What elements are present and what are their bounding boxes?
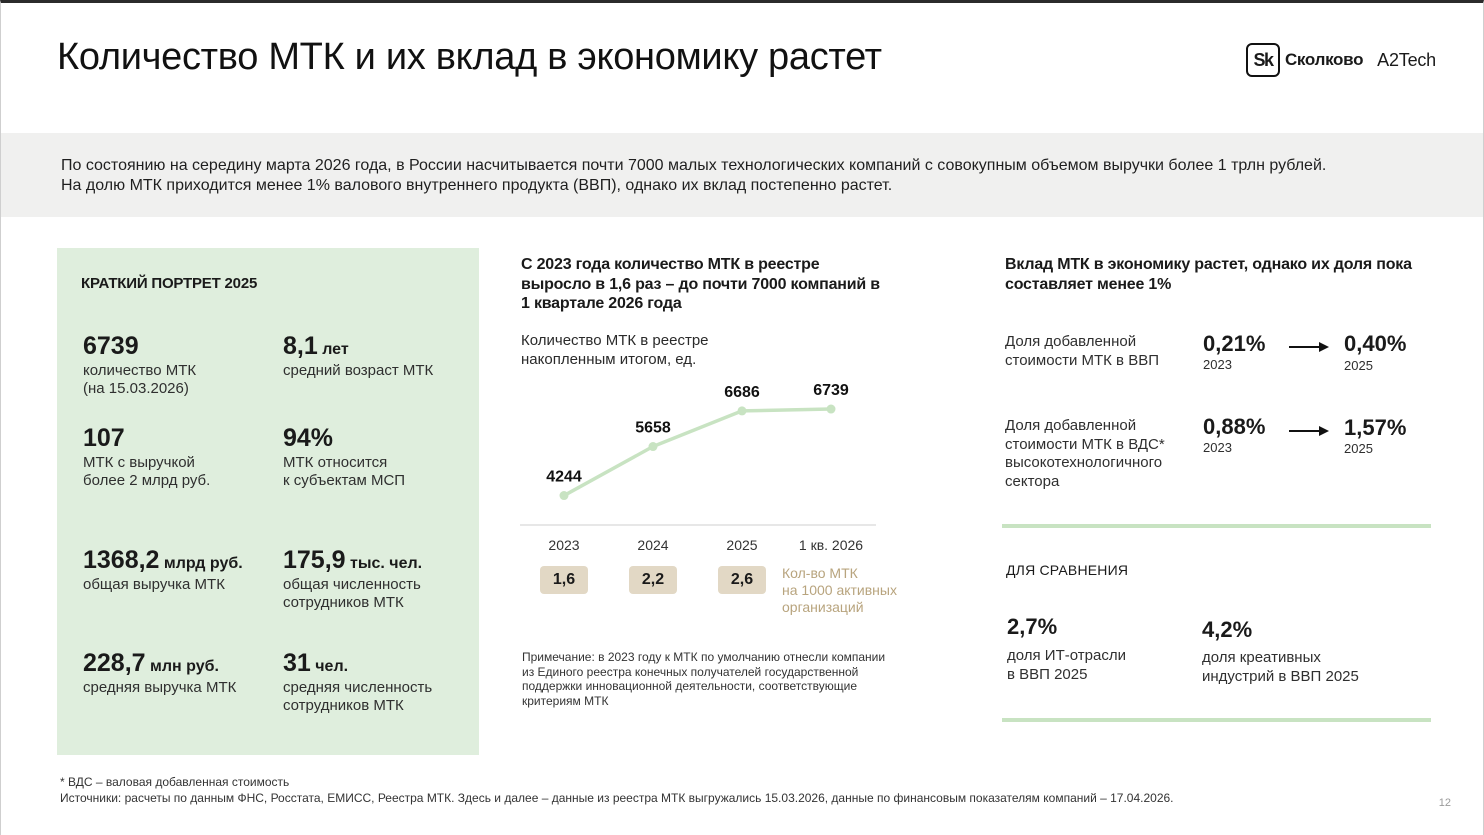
data-label: 6739	[813, 382, 849, 400]
stat-avg-revenue	[83, 649, 236, 697]
arrow-right-icon	[1289, 425, 1329, 437]
stat-value: 94%	[283, 424, 334, 452]
ratio-badge-2023: 1,6	[540, 566, 588, 594]
page-title: Количество МТК и их вклад в экономику растет	[57, 36, 882, 78]
data-point	[560, 491, 569, 500]
ratio-badge-2024: 2,2	[629, 566, 677, 594]
summary-line-1: По состоянию на середину марта 2026 года, в России насчитывается почти 7000 малых технологических компаний с совокупным объемом выручки более 1 трлн рублей.	[61, 157, 1327, 174]
stat-label: количество МТК (на 15.03.2026)	[83, 362, 197, 397]
data-point	[649, 442, 658, 451]
data-point	[827, 405, 836, 414]
it-share-label: доля ИТ-отрасли в ВВП 2025	[1007, 647, 1126, 683]
data-label: 5658	[635, 419, 671, 437]
stat-unit: лет	[322, 341, 349, 358]
a2tech-logo-text: A2Tech	[1377, 49, 1436, 70]
gdp-share-2025-year: 2025	[1344, 358, 1373, 373]
stat-value: 175,9	[283, 546, 346, 574]
ratio-note: Кол-во МТК на 1000 активных организаций	[782, 565, 897, 615]
stat-unit: млн руб.	[150, 658, 219, 675]
footnote-vds: * ВДС – валовая добавленная стоимость	[60, 775, 290, 789]
gdp-share-2023-year: 2023	[1203, 357, 1232, 372]
page-number: 12	[1438, 797, 1451, 809]
vds-share-2023-value: 0,88%	[1203, 414, 1266, 439]
stat-label: средняя выручка МТК	[83, 679, 237, 696]
chart-subtitle: Количество МТК в реестре накопленным итогом, ед.	[521, 332, 709, 368]
stat-value: 1368,2	[83, 546, 160, 574]
stat-msp-share	[283, 424, 405, 490]
footnote-sources: Источники: расчеты по данным ФНС, Росстата, ЕМИСС, Реестра МТК. Здесь и далее – данные из реестра МТК выгружались 15.03.2026, данные по финансовым показателям компаний – 17.04.2026.	[60, 791, 1174, 805]
vds-share-2023-year: 2023	[1203, 440, 1232, 455]
stat-value: 8,1	[283, 332, 318, 360]
data-label: 4244	[546, 468, 582, 486]
data-label: 6686	[724, 383, 760, 401]
portrait-panel	[57, 248, 479, 755]
it-share-value: 2,7%	[1007, 614, 1058, 639]
stat-large-revenue	[83, 424, 210, 490]
ratio-badge-2025: 2,6	[718, 566, 766, 594]
vds-share-2025-value: 1,57%	[1344, 415, 1407, 440]
logo-group	[1246, 43, 1436, 77]
stat-unit: млрд руб.	[163, 555, 243, 572]
creative-share-label: доля креативных индустрий в ВВП 2025	[1202, 649, 1359, 685]
stat-total-employees	[283, 546, 422, 612]
x-tick-label: 2024	[637, 537, 669, 553]
stat-label: МТК с выручкой более 2 млрд руб.	[83, 454, 211, 489]
comparison-title: ДЛЯ СРАВНЕНИЯ	[1006, 562, 1129, 578]
summary-banner	[1, 133, 1483, 217]
mtk-count-line-chart	[500, 380, 890, 560]
stat-total-revenue	[83, 546, 243, 594]
stat-avg-employees	[283, 649, 432, 715]
divider-bottom	[1002, 718, 1431, 722]
x-tick-label: 1 кв. 2026	[798, 537, 864, 553]
chart-section-title: С 2023 года количество МТК в реестре выросло в 1,6 раз – до почти 7000 компаний в 1 квартале 2026 года	[521, 256, 880, 312]
summary-line-2: На долю МТК приходится менее 1% валового внутреннего продукта (ВВП), однако их вклад постепенно растет.	[61, 177, 893, 194]
gdp-share-2025-value: 0,40%	[1344, 331, 1407, 356]
x-tick-label: 2023	[548, 537, 580, 553]
stat-avg-age	[283, 332, 433, 380]
stat-value: 6739	[83, 332, 139, 360]
contribution-title: Вклад МТК в экономику растет, однако их доля пока составляет менее 1%	[1005, 256, 1412, 293]
gdp-share-label: Доля добавленной стоимости МТК в ВВП	[1005, 333, 1159, 369]
stat-label: общая численность сотрудников МТК	[283, 576, 421, 611]
arrow-right-icon	[1289, 341, 1329, 353]
portrait-title: КРАТКИЙ ПОРТРЕТ 2025	[81, 275, 258, 292]
data-point	[738, 406, 747, 415]
creative-share-value: 4,2%	[1202, 617, 1253, 642]
vds-share-label: Доля добавленной стоимости МТК в ВДС* высокотехнологичного сектора	[1005, 417, 1165, 490]
stat-label: МТК относится к субъектам МСП	[283, 454, 406, 489]
stat-value: 107	[83, 424, 125, 452]
stat-value: 31	[283, 649, 311, 677]
skolkovo-logo-text: Сколково	[1284, 50, 1364, 69]
stat-unit: чел.	[315, 658, 349, 675]
chart-note: Примечание: в 2023 году к МТК по умолчанию отнесли компании из Единого реестра конечных получателей государственной поддержки инновационной деятельности, соответствующие критериям МТК	[522, 650, 886, 708]
x-tick-label: 2025	[726, 537, 758, 553]
divider-top	[1002, 524, 1431, 528]
vds-share-2025-year: 2025	[1344, 441, 1373, 456]
stat-label: средняя численность сотрудников МТК	[283, 679, 433, 714]
series-line	[564, 409, 831, 495]
stat-label: средний возраст МТК	[283, 362, 434, 379]
gdp-share-2023-value: 0,21%	[1203, 331, 1266, 356]
stat-label: общая выручка МТК	[83, 576, 225, 593]
skolkovo-logo-icon: Sk	[1246, 43, 1280, 77]
stat-value: 228,7	[83, 649, 146, 677]
stat-mtk-count	[83, 332, 196, 398]
stat-unit: тыс. чел.	[350, 555, 423, 572]
